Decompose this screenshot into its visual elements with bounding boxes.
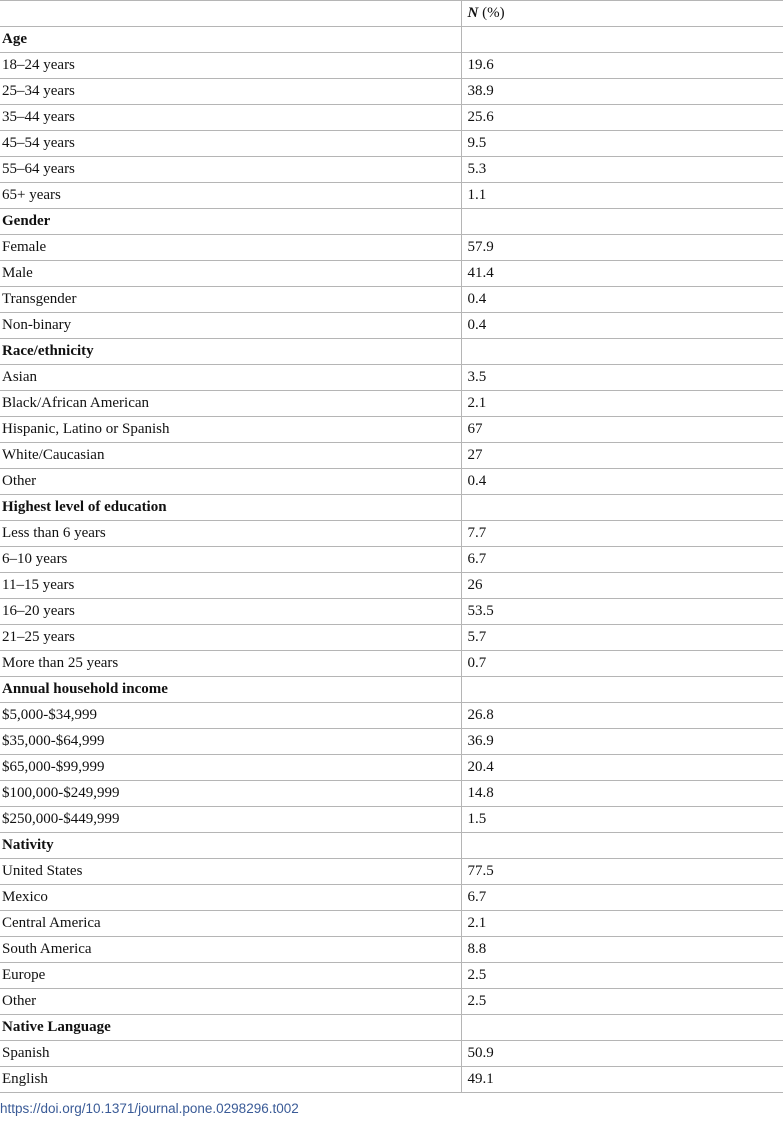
row-value-cell: 9.5 <box>461 131 783 157</box>
row-value-cell: 5.3 <box>461 157 783 183</box>
table-row <box>0 261 783 287</box>
table-row <box>0 521 783 547</box>
row-value-cell: 36.9 <box>461 729 783 755</box>
row-label-cell: South America <box>0 937 461 963</box>
row-value-cell: 8.8 <box>461 937 783 963</box>
section-heading-cell: Highest level of education <box>0 495 461 521</box>
table-section-row <box>0 27 783 53</box>
row-label-cell: 21–25 years <box>0 625 461 651</box>
row-value-cell: 14.8 <box>461 781 783 807</box>
table-row <box>0 443 783 469</box>
row-label-cell: 65+ years <box>0 183 461 209</box>
row-value-cell: 2.5 <box>461 989 783 1015</box>
table-row <box>0 781 783 807</box>
table-row <box>0 53 783 79</box>
row-label-cell: 55–64 years <box>0 157 461 183</box>
row-label-cell: Non-binary <box>0 313 461 339</box>
table-row <box>0 859 783 885</box>
row-value-cell: 26.8 <box>461 703 783 729</box>
row-value-cell: 57.9 <box>461 235 783 261</box>
row-value-cell: 27 <box>461 443 783 469</box>
table-row <box>0 937 783 963</box>
table-row <box>0 391 783 417</box>
row-value-cell <box>461 339 783 365</box>
table-row <box>0 651 783 677</box>
table-row <box>0 313 783 339</box>
row-label-cell: 18–24 years <box>0 53 461 79</box>
row-value-cell: 50.9 <box>461 1041 783 1067</box>
table-row <box>0 547 783 573</box>
table-section-row <box>0 833 783 859</box>
row-label-cell: 35–44 years <box>0 105 461 131</box>
row-value-cell: 7.7 <box>461 521 783 547</box>
row-value-cell: 41.4 <box>461 261 783 287</box>
row-label-cell: 11–15 years <box>0 573 461 599</box>
table-row <box>0 703 783 729</box>
table-body <box>0 27 783 1093</box>
row-value-cell: 2.5 <box>461 963 783 989</box>
row-value-cell: 20.4 <box>461 755 783 781</box>
row-value-cell: 0.4 <box>461 313 783 339</box>
row-value-cell: 19.6 <box>461 53 783 79</box>
row-value-cell: 0.7 <box>461 651 783 677</box>
row-value-cell: 3.5 <box>461 365 783 391</box>
row-value-cell: 77.5 <box>461 859 783 885</box>
row-label-cell: Europe <box>0 963 461 989</box>
table-row <box>0 469 783 495</box>
row-label-cell: 25–34 years <box>0 79 461 105</box>
section-heading-cell: Age <box>0 27 461 53</box>
row-value-cell: 2.1 <box>461 391 783 417</box>
row-label-cell: 6–10 years <box>0 547 461 573</box>
row-value-cell: 2.1 <box>461 911 783 937</box>
row-label-cell: United States <box>0 859 461 885</box>
row-value-cell <box>461 27 783 53</box>
table-row <box>0 885 783 911</box>
row-value-cell: 25.6 <box>461 105 783 131</box>
table-section-row <box>0 495 783 521</box>
row-label-cell: Female <box>0 235 461 261</box>
header-n-symbol: N <box>467 5 479 21</box>
doi-link[interactable]: https://doi.org/10.1371/journal.pone.0298296.t002 <box>0 1101 299 1116</box>
section-heading-cell: Gender <box>0 209 461 235</box>
table-row <box>0 157 783 183</box>
row-label-cell: Black/African American <box>0 391 461 417</box>
row-label-cell: $250,000-$449,999 <box>0 807 461 833</box>
table-section-row <box>0 339 783 365</box>
row-label-cell: Other <box>0 989 461 1015</box>
table-row <box>0 729 783 755</box>
row-value-cell: 49.1 <box>461 1067 783 1093</box>
row-value-cell: 67 <box>461 417 783 443</box>
table-row <box>0 911 783 937</box>
row-value-cell <box>461 495 783 521</box>
section-heading-cell: Native Language <box>0 1015 461 1041</box>
row-label-cell: Asian <box>0 365 461 391</box>
table-section-row <box>0 677 783 703</box>
row-value-cell: 1.5 <box>461 807 783 833</box>
table-row <box>0 79 783 105</box>
row-label-cell: Hispanic, Latino or Spanish <box>0 417 461 443</box>
row-value-cell: 6.7 <box>461 547 783 573</box>
table-row <box>0 131 783 157</box>
table-row <box>0 755 783 781</box>
section-heading-cell: Nativity <box>0 833 461 859</box>
section-heading-cell: Annual household income <box>0 677 461 703</box>
row-label-cell: More than 25 years <box>0 651 461 677</box>
row-value-cell: 53.5 <box>461 599 783 625</box>
row-value-cell: 0.4 <box>461 287 783 313</box>
row-label-cell: $65,000-$99,999 <box>0 755 461 781</box>
header-percent-label: (%) <box>478 5 505 21</box>
table-row <box>0 105 783 131</box>
table-row <box>0 625 783 651</box>
table-row <box>0 1041 783 1067</box>
row-label-cell: Spanish <box>0 1041 461 1067</box>
table-row <box>0 365 783 391</box>
row-label-cell: Transgender <box>0 287 461 313</box>
row-label-cell: White/Caucasian <box>0 443 461 469</box>
table-row <box>0 989 783 1015</box>
row-value-cell: 38.9 <box>461 79 783 105</box>
row-label-cell: Male <box>0 261 461 287</box>
table-row <box>0 287 783 313</box>
table-row <box>0 573 783 599</box>
row-value-cell <box>461 833 783 859</box>
row-value-cell: 26 <box>461 573 783 599</box>
row-label-cell: 45–54 years <box>0 131 461 157</box>
table-row <box>0 1067 783 1093</box>
table-row <box>0 807 783 833</box>
table-row <box>0 417 783 443</box>
table-row <box>0 963 783 989</box>
section-heading-cell: Race/ethnicity <box>0 339 461 365</box>
table-section-row <box>0 1015 783 1041</box>
row-value-cell: 0.4 <box>461 469 783 495</box>
header-label-cell <box>0 1 461 27</box>
table-section-row <box>0 209 783 235</box>
row-label-cell: Central America <box>0 911 461 937</box>
row-label-cell: 16–20 years <box>0 599 461 625</box>
row-value-cell <box>461 209 783 235</box>
row-value-cell: 6.7 <box>461 885 783 911</box>
row-value-cell: 1.1 <box>461 183 783 209</box>
row-label-cell: Other <box>0 469 461 495</box>
row-value-cell: 5.7 <box>461 625 783 651</box>
row-value-cell <box>461 1015 783 1041</box>
row-label-cell: Less than 6 years <box>0 521 461 547</box>
table-row <box>0 599 783 625</box>
table-header-row <box>0 1 783 27</box>
row-value-cell <box>461 677 783 703</box>
row-label-cell: English <box>0 1067 461 1093</box>
table-row <box>0 235 783 261</box>
row-label-cell: $35,000-$64,999 <box>0 729 461 755</box>
row-label-cell: $5,000-$34,999 <box>0 703 461 729</box>
header-value-cell <box>461 1 783 27</box>
row-label-cell: Mexico <box>0 885 461 911</box>
row-label-cell: $100,000-$249,999 <box>0 781 461 807</box>
table-row <box>0 183 783 209</box>
